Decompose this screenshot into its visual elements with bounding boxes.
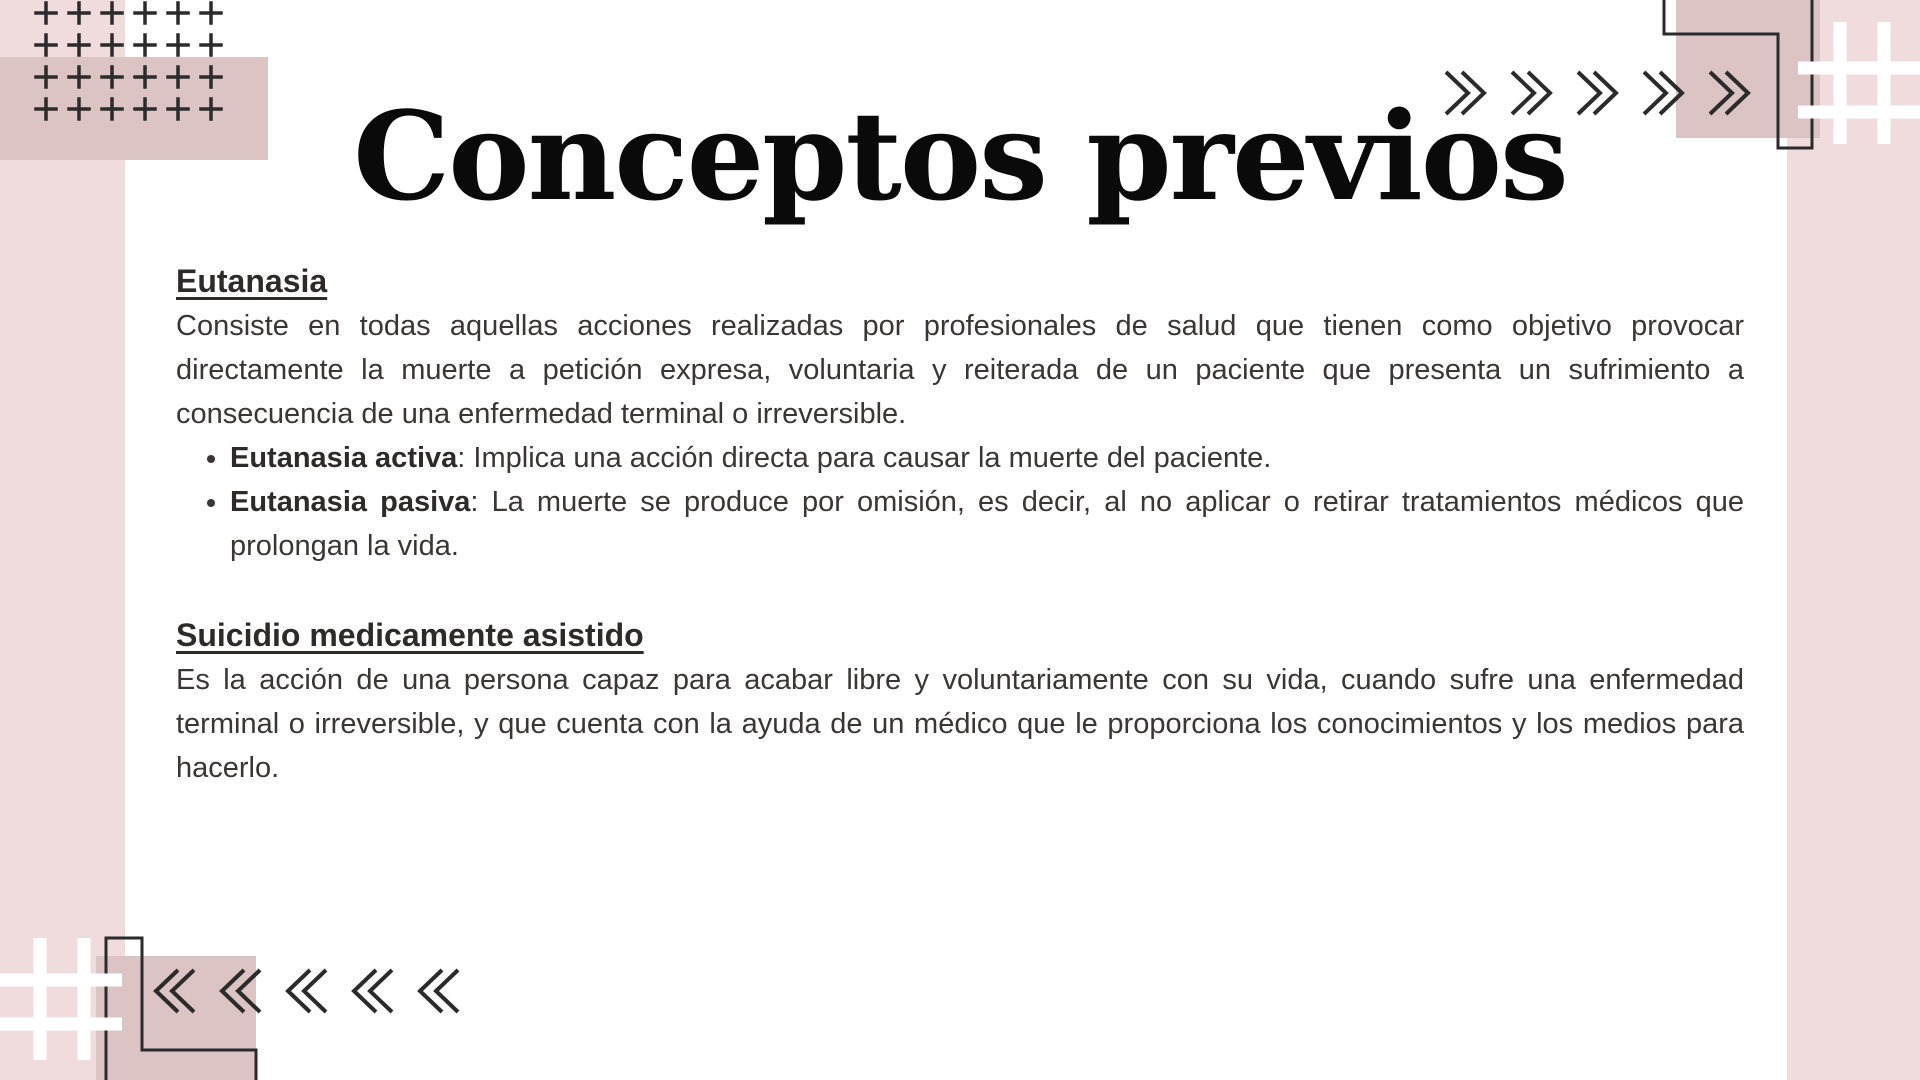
bullet-text: : Implica una acción directa para causar la muerte del paciente. — [457, 442, 1272, 474]
bullet-list — [176, 436, 1744, 568]
hash-icon — [0, 938, 122, 1060]
content-body — [176, 258, 1744, 790]
section-body-suicidio: Es la acción de una persona capaz para acabar libre y voluntariamente con su vida, cuando sufre una enfermedad terminal o irreversible, y que cuenta con la ayuda de un médico que le proporciona los conocimientos y los medios para hacerlo. — [176, 664, 1744, 784]
bullet-term: Eutanasia activa — [230, 442, 458, 474]
list-item — [230, 480, 1744, 568]
bullet-text: : La muerte se produce por omisión, es decir, al no aplicar o retirar tratamientos médicos que prolongan la vida. — [230, 486, 1745, 562]
page-title: Conceptos previos — [353, 84, 1567, 228]
section-heading-suicidio: Suicidio medicamente asistido — [176, 617, 644, 653]
section-body-eutanasia: Consiste en todas aquellas acciones realizadas por profesionales de salud que tienen como objetivo provocar directamente la muerte a petición expresa, voluntaria y reiterada de un paciente que presenta un sufrimiento a consecuencia de una enfermedad terminal o irreversible. — [176, 310, 1744, 430]
section-spacer — [176, 568, 1744, 612]
list-item — [230, 436, 1744, 480]
chevrons-left-icon — [150, 964, 480, 1020]
bullet-term: Eutanasia pasiva — [230, 486, 471, 518]
section-heading-eutanasia: Eutanasia — [176, 263, 328, 299]
